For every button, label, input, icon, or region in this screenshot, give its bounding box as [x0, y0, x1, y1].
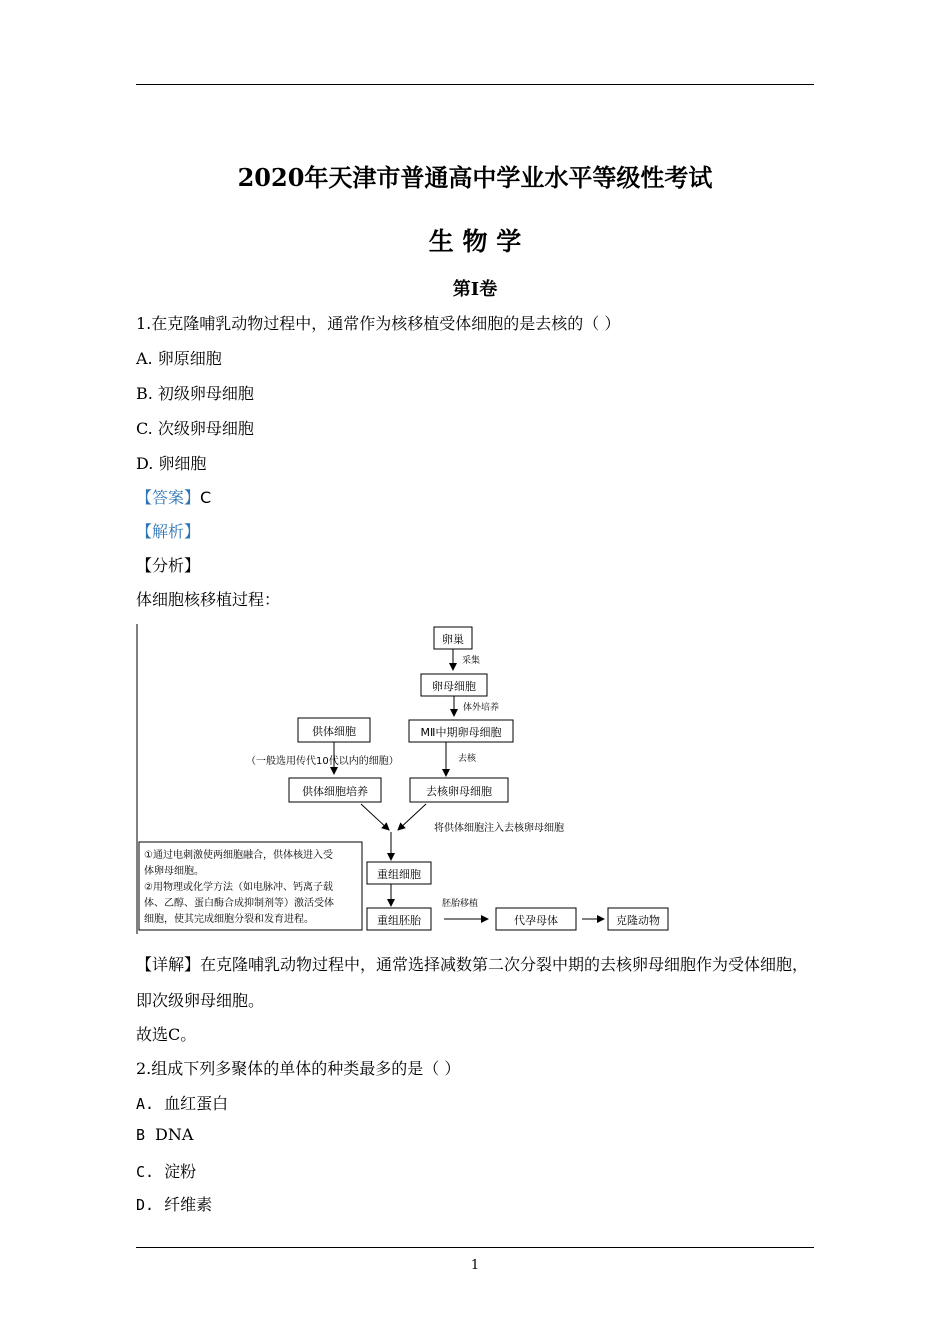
text-kelong: 克隆动物: [616, 914, 660, 927]
text-box-line-2: 体卵母细胞。: [144, 866, 204, 877]
text-box-line-4: 体、乙醇、蛋白酶合成抑制剂等）激活受体: [144, 898, 334, 909]
q2-option-d-letter: D.: [136, 1196, 155, 1214]
q2-option-b: B DNA: [136, 1125, 194, 1144]
text-box-line-1: ①通过电刺激使两细胞融合，供体核进入受: [144, 850, 333, 861]
answer-label: 【答案】: [136, 488, 201, 507]
text-box-line-5: 细胞，使其完成细胞分裂和发育进程。: [144, 914, 314, 925]
q2-option-d: D. 纤维素: [136, 1195, 213, 1214]
analysis-label: 【解析】: [136, 522, 201, 541]
text-gongti: 供体细胞: [312, 725, 356, 738]
text-caiji: 采集: [462, 656, 481, 666]
scnt-flow-diagram: [136, 622, 676, 938]
text-chongzu-peitai: 重组胚胎: [377, 914, 421, 927]
q1-option-b: B. 初级卵母细胞: [136, 384, 254, 403]
exam-title: 2020年天津市普通高中学业水平等级性考试: [237, 163, 713, 192]
q2-option-c: C. 淀粉: [136, 1162, 197, 1181]
text-luanmu: 卵母细胞: [432, 680, 476, 693]
text-gongti-peiyang: 供体细胞培养: [302, 785, 368, 798]
q1-option-a: A. 卵原细胞: [136, 349, 222, 368]
volume-title: 第Ⅰ卷: [452, 279, 498, 300]
q2-stem: 2.组成下列多聚体的单体的种类最多的是（ ）: [136, 1059, 461, 1078]
page-number: 1: [470, 1258, 480, 1273]
text-peitai-yizhi: 胚胎移植: [442, 899, 479, 909]
q1-option-c: C. 次级卵母细胞: [136, 419, 254, 438]
header-rule: [136, 84, 814, 85]
conclusion: 故选C。: [136, 1025, 197, 1044]
text-box-line-3: ②用物理或化学方法（如电脉冲、钙离子载: [144, 882, 333, 893]
q1-stem: 1.在克隆哺乳动物过程中，通常作为核移植受体细胞的是去核的（ ）: [136, 314, 621, 333]
arrow-merge-left: [361, 804, 389, 830]
text-chongzu-xibao: 重组细胞: [377, 868, 421, 881]
text-tiwai: 体外培养: [463, 703, 500, 713]
text-zhuru: 将供体细胞注入去核卵母细胞: [434, 823, 564, 834]
text-note: （一般选用传代10代以内的细胞）: [246, 756, 399, 767]
footer-rule: [136, 1247, 814, 1248]
text-luanchao: 卵巢: [442, 633, 464, 646]
text-daiyun: 代孕母体: [514, 914, 558, 927]
q2-option-a: A. 血红蛋白: [136, 1094, 229, 1113]
text-quhe: 去核: [458, 754, 477, 764]
fenxi-label: 【分析】: [136, 556, 201, 575]
arrow-merge-right: [398, 804, 426, 830]
text-quhe-luanmu: 去核卵母细胞: [426, 785, 492, 798]
detail-line-2: 即次级卵母细胞。: [136, 991, 265, 1010]
subject-title: 生 物 学: [428, 227, 522, 256]
answer-value: C: [200, 488, 212, 507]
q2-option-a-letter: A.: [136, 1095, 155, 1113]
text-mii: MⅡ中期卵母细胞: [420, 726, 502, 739]
q1-option-d: D. 卵细胞: [136, 454, 207, 473]
detail-line-1: 【详解】在克隆哺乳动物过程中，通常选择减数第二次分裂中期的去核卵母细胞作为受体细胞，: [136, 955, 809, 974]
diagram-intro: 体细胞核移植过程：: [136, 590, 281, 609]
q2-option-b-letter: B: [136, 1126, 146, 1144]
q2-option-c-letter: C.: [136, 1163, 155, 1181]
q1-answer: [136, 485, 211, 508]
